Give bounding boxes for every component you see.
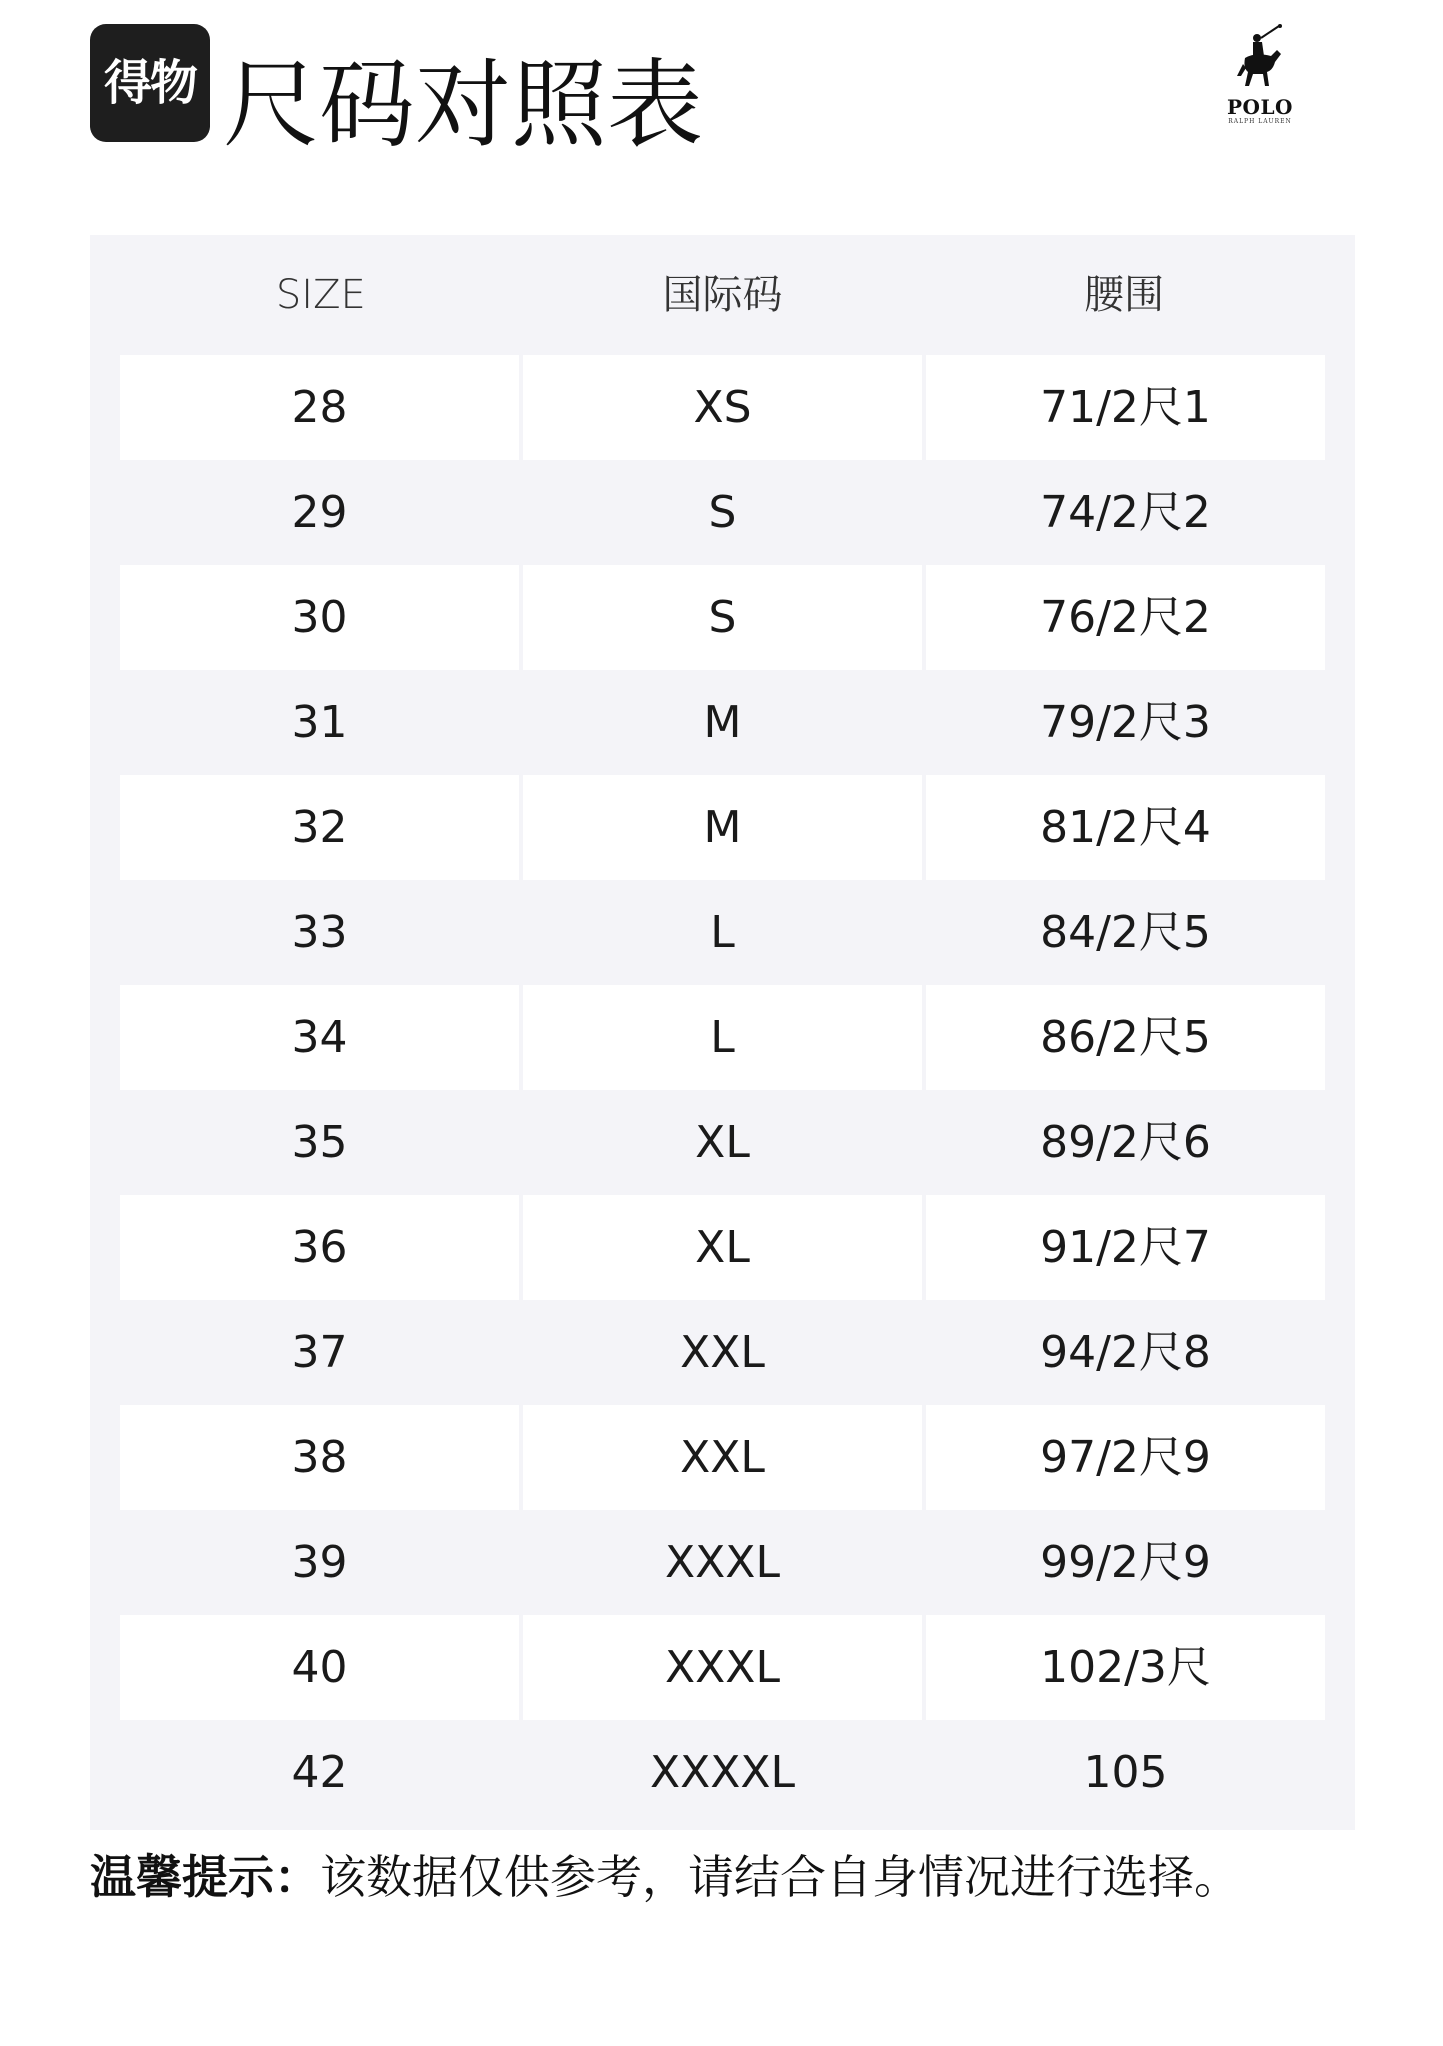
cell-waist: 74/2尺2 — [1040, 487, 1211, 538]
table-header — [120, 235, 1325, 355]
brand-badge: 得物 — [90, 24, 210, 142]
size-table — [90, 235, 1355, 1830]
cell-intl-size: XXL — [680, 1327, 765, 1378]
cell-intl-size: S — [708, 487, 737, 538]
cell-size: 35 — [291, 1117, 348, 1168]
table-row — [120, 1405, 1325, 1510]
column-header-size: SIZE — [275, 272, 366, 318]
cell-intl-size: XL — [523, 1195, 922, 1300]
table-row — [120, 1510, 1325, 1615]
tip-note — [90, 1842, 1353, 1912]
table-row — [120, 1615, 1325, 1720]
polo-logo — [1220, 24, 1300, 144]
cell-size: 39 — [291, 1537, 348, 1588]
cell-waist: 89/2尺6 — [1040, 1117, 1211, 1168]
page-title: 尺码对照表 — [223, 49, 703, 161]
cell-size: 37 — [291, 1327, 348, 1378]
table-row — [120, 565, 1325, 670]
cell-waist: 84/2尺5 — [1040, 907, 1211, 958]
table-row — [120, 670, 1325, 775]
cell-waist: 71/2尺1 — [926, 355, 1325, 460]
table-row — [120, 1300, 1325, 1405]
cell-waist: 79/2尺3 — [1040, 697, 1211, 748]
logo-word: POLO — [1227, 95, 1293, 119]
column-header-intl-size: 国际码 — [662, 272, 783, 318]
cell-intl-size: L — [523, 985, 922, 1090]
cell-intl-size: XXXXL — [649, 1747, 796, 1798]
cell-waist: 76/2尺2 — [926, 565, 1325, 670]
cell-waist: 91/2尺7 — [926, 1195, 1325, 1300]
cell-intl-size: XXXL — [523, 1615, 922, 1720]
table-body — [120, 355, 1325, 1825]
cell-size: 28 — [120, 355, 519, 460]
cell-intl-size: L — [710, 907, 735, 958]
tip-text: 该数据仅供参考，请结合自身情况进行选择。 — [320, 1850, 1240, 1904]
cell-waist: 97/2尺9 — [926, 1405, 1325, 1510]
cell-size: 38 — [120, 1405, 519, 1510]
cell-size: 29 — [291, 487, 348, 538]
table-row — [120, 460, 1325, 565]
cell-size: 30 — [120, 565, 519, 670]
cell-intl-size: M — [703, 697, 742, 748]
table-row — [120, 1720, 1325, 1825]
table-row — [120, 1090, 1325, 1195]
cell-size: 42 — [291, 1747, 348, 1798]
table-row — [120, 985, 1325, 1090]
table-row — [120, 775, 1325, 880]
cell-intl-size: XXXL — [665, 1537, 780, 1588]
cell-size: 34 — [120, 985, 519, 1090]
cell-waist: 102/3尺 — [926, 1615, 1325, 1720]
cell-size: 33 — [291, 907, 348, 958]
cell-size: 31 — [291, 697, 348, 748]
cell-waist: 86/2尺5 — [926, 985, 1325, 1090]
cell-intl-size: S — [523, 565, 922, 670]
cell-waist: 94/2尺8 — [1040, 1327, 1211, 1378]
cell-waist: 105 — [1083, 1747, 1168, 1798]
cell-size: 32 — [120, 775, 519, 880]
table-row — [120, 1195, 1325, 1300]
cell-waist: 99/2尺9 — [1040, 1537, 1211, 1588]
table-row — [120, 355, 1325, 460]
polo-player-icon — [1235, 24, 1285, 96]
cell-intl-size: XXL — [523, 1405, 922, 1510]
cell-waist: 81/2尺4 — [926, 775, 1325, 880]
cell-size: 40 — [120, 1615, 519, 1720]
cell-size: 36 — [120, 1195, 519, 1300]
tip-label: 温馨提示： — [90, 1850, 320, 1904]
cell-intl-size: XL — [695, 1117, 750, 1168]
page-header — [90, 24, 1353, 174]
column-header-waist: 腰围 — [1084, 272, 1165, 318]
cell-intl-size: M — [523, 775, 922, 880]
cell-intl-size: XS — [523, 355, 922, 460]
logo-sub: RALPH LAUREN — [1228, 118, 1292, 125]
table-row — [120, 880, 1325, 985]
